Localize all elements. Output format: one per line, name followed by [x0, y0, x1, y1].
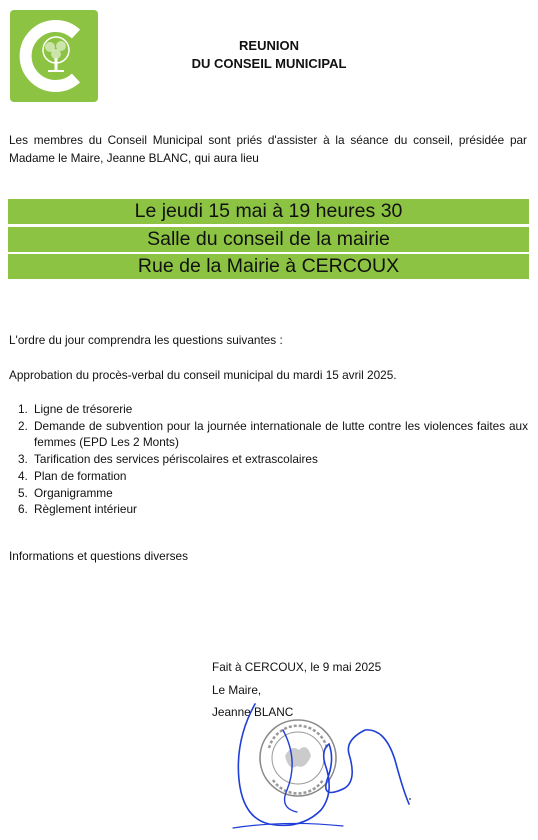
agenda-item-text: Règlement intérieur — [34, 502, 137, 517]
agenda-item-number: 5. — [18, 485, 28, 500]
agenda-item-number: 3. — [18, 452, 28, 467]
signature-place-date: Fait à CERCOUX, le 9 mai 2025 — [212, 660, 382, 674]
title-line-1: REUNION — [239, 38, 299, 53]
agenda-item-number: 1. — [18, 402, 28, 416]
agenda-item-number: 2. — [18, 418, 28, 433]
agenda-item-text: Organigramme — [34, 485, 113, 500]
agenda-item — [18, 501, 528, 518]
meeting-room-band: Salle du conseil de la mairie — [8, 227, 529, 252]
mayor-stamp-signature — [225, 700, 425, 835]
signature-name: Jeanne BLANC — [212, 705, 294, 719]
agenda-item — [18, 485, 528, 502]
logo-text: CERCOUX — [38, 81, 76, 88]
misc-line: Informations et questions diverses — [9, 549, 189, 563]
signature-role: Le Maire, — [212, 683, 262, 697]
agenda-item — [18, 418, 528, 451]
agenda-item-number: 6. — [18, 502, 28, 517]
agenda-item-number: 4. — [18, 468, 28, 483]
intro-paragraph: Les membres du Conseil Municipal sont priés d'assister à la séance du conseil, présidée par Madame le Maire, Jeanne BLANC, qui aura lieu — [9, 133, 527, 165]
tree-c-icon — [10, 10, 98, 102]
agenda-item-text: Demande de subvention pour la journée internationale de lutte contre les violences faites aux femmes (EPD Les 2 Monts) — [34, 418, 528, 450]
agenda-item-text: Ligne de trésorerie — [34, 402, 133, 416]
title-line-2: DU CONSEIL MUNICIPAL — [191, 56, 347, 71]
agenda-intro: L'ordre du jour comprendra les questions suivantes : — [9, 333, 283, 347]
agenda-item — [18, 401, 528, 418]
agenda-item-text: Plan de formation — [34, 468, 127, 483]
agenda-list — [18, 401, 528, 518]
cercoux-logo — [10, 10, 98, 102]
agenda-item — [18, 451, 528, 468]
agenda-item — [18, 468, 528, 485]
agenda-item-text: Tarification des services périscolaires et extrascolaires — [34, 452, 318, 467]
approval-line: Approbation du procès-verbal du conseil municipal du mardi 15 avril 2025. — [9, 368, 397, 382]
meeting-address-band: Rue de la Mairie à CERCOUX — [8, 254, 529, 279]
meeting-date-band: Le jeudi 15 mai à 19 heures 30 — [8, 199, 529, 224]
